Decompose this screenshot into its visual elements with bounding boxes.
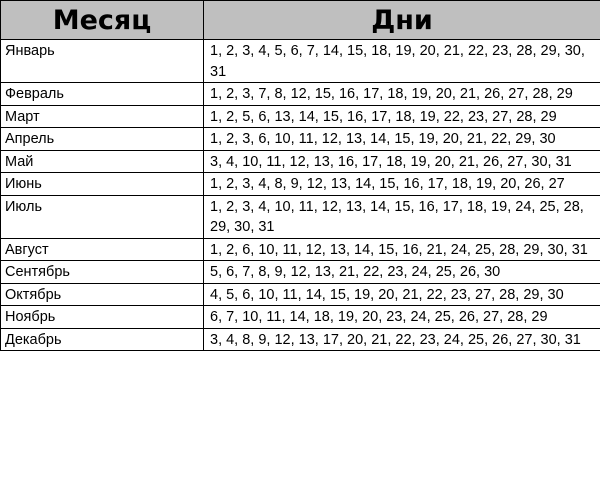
days-cell: 1, 2, 6, 10, 11, 12, 13, 14, 15, 16, 21, 24, 25, 28, 29, 30, 31 [204,238,600,261]
table-row [1,105,600,128]
month-cell: Декабрь [1,328,204,351]
table-row [1,150,600,173]
month-cell: Сентябрь [1,261,204,284]
days-cell: 3, 4, 8, 9, 12, 13, 17, 20, 21, 22, 23, 24, 25, 26, 27, 30, 31 [204,328,600,351]
month-cell: Июль [1,195,204,238]
month-cell: Август [1,238,204,261]
month-cell: Январь [1,40,204,83]
table-row [1,195,600,238]
days-cell: 1, 2, 3, 6, 10, 11, 12, 13, 14, 15, 19, 20, 21, 22, 29, 30 [204,128,600,151]
days-cell: 1, 2, 3, 4, 5, 6, 7, 14, 15, 18, 19, 20, 21, 22, 23, 28, 29, 30, 31 [204,40,600,83]
days-cell: 1, 2, 3, 4, 8, 9, 12, 13, 14, 15, 16, 17, 18, 19, 20, 26, 27 [204,173,600,196]
header-days: Дни [204,1,600,40]
month-cell: Ноябрь [1,306,204,329]
days-cell: 6, 7, 10, 11, 14, 18, 19, 20, 23, 24, 25, 26, 27, 28, 29 [204,306,600,329]
days-cell: 1, 2, 3, 4, 10, 11, 12, 13, 14, 15, 16, 17, 18, 19, 24, 25, 28, 29, 30, 31 [204,195,600,238]
table-row [1,261,600,284]
days-cell: 1, 2, 5, 6, 13, 14, 15, 16, 17, 18, 19, 22, 23, 27, 28, 29 [204,105,600,128]
table-row [1,283,600,306]
table-row [1,238,600,261]
days-cell: 1, 2, 3, 7, 8, 12, 15, 16, 17, 18, 19, 20, 21, 26, 27, 28, 29 [204,83,600,106]
table-header-row [1,1,600,40]
days-cell: 4, 5, 6, 10, 11, 14, 15, 19, 20, 21, 22, 23, 27, 28, 29, 30 [204,283,600,306]
table-row [1,128,600,151]
table-row [1,173,600,196]
table-row [1,83,600,106]
table-row [1,306,600,329]
month-cell: Март [1,105,204,128]
month-cell: Октябрь [1,283,204,306]
month-cell: Июнь [1,173,204,196]
table-row [1,40,600,83]
days-cell: 5, 6, 7, 8, 9, 12, 13, 21, 22, 23, 24, 25, 26, 30 [204,261,600,284]
header-month: Месяц [1,1,204,40]
month-cell: Апрель [1,128,204,151]
month-cell: Май [1,150,204,173]
days-cell: 3, 4, 10, 11, 12, 13, 16, 17, 18, 19, 20, 21, 26, 27, 30, 31 [204,150,600,173]
month-cell: Февраль [1,83,204,106]
table-row [1,328,600,351]
